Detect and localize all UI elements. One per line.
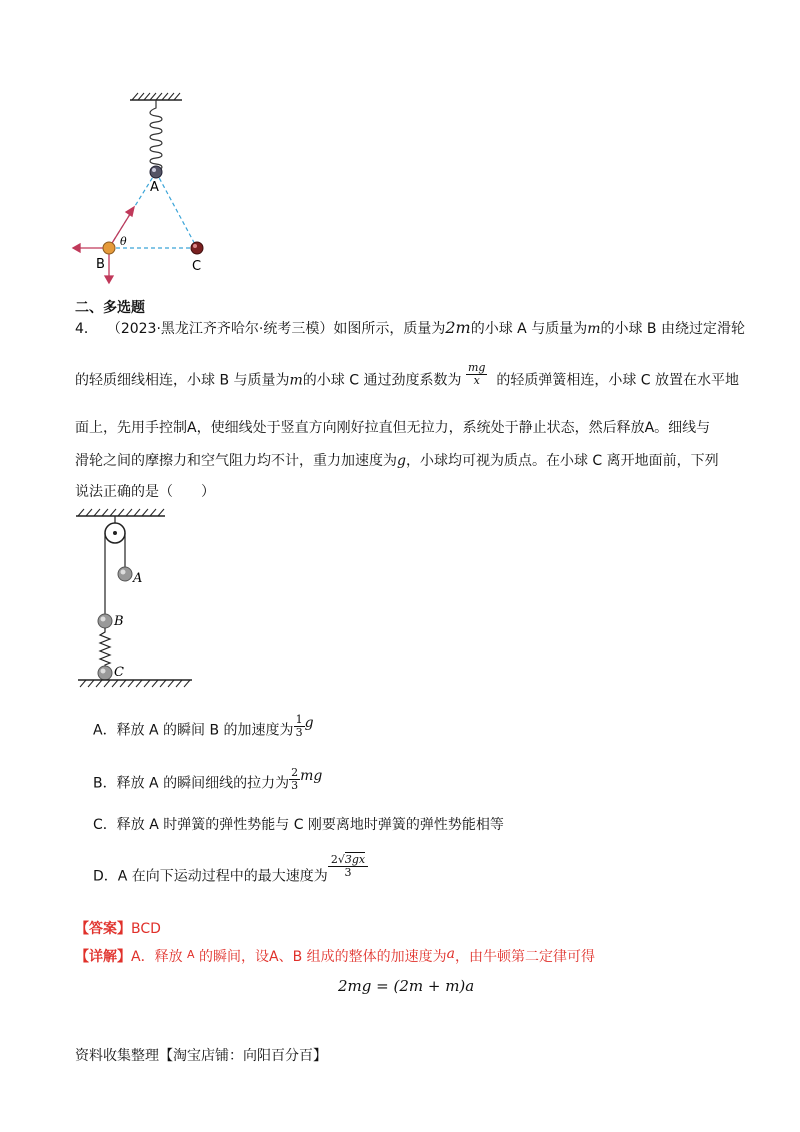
detail-symbol-accel: a xyxy=(446,946,456,962)
answer-value: BCD xyxy=(131,921,161,937)
question-source: （2023·黑龙江齐齐哈尔·统考三模） xyxy=(106,321,334,337)
figure1-label-b: B xyxy=(96,257,105,272)
figure1-label-theta: θ xyxy=(120,235,127,248)
detail-label: 【详解】 xyxy=(75,949,131,965)
figure-spring-triangle xyxy=(60,90,230,290)
option-b-fraction: $\frac{2}{3}$ xyxy=(291,766,299,792)
option-c: C．释放 A 时弹簧的弹性势能与 C 刚要离地时弹簧的弹性势能相等 xyxy=(93,817,504,833)
question-text: 的轻质细线相连，小球 B 与质量为 xyxy=(75,372,290,389)
option-a-text: A．释放 A 的瞬间 B 的加速度为 xyxy=(93,722,294,739)
figure1-label-c: C xyxy=(192,259,202,274)
mass-2m: 2m xyxy=(445,318,471,337)
question-text: 如图所示，质量为 xyxy=(333,321,446,337)
answer xyxy=(75,919,161,939)
question-text: 的小球 B 由绕过定滑轮 xyxy=(600,321,745,337)
answer-label: 【答案】 xyxy=(75,921,131,937)
question-text: 的小球 A 与质量为 xyxy=(470,321,588,337)
gravity-symbol: g xyxy=(397,453,406,469)
option-a-fraction: $\frac{1}{3}$ xyxy=(295,713,303,739)
section-title: 二、多选题 xyxy=(75,300,145,316)
option-b-symbol: mg xyxy=(300,767,323,784)
figure1-label-a: A xyxy=(150,180,159,195)
option-b xyxy=(93,766,323,796)
figure2-label-c: C xyxy=(114,665,124,680)
question-text: ，小球均可视为质点。在小球 C 离开地面前，下列 xyxy=(405,453,719,469)
detail-text: A．释放 xyxy=(131,949,183,965)
option-b-text: B．释放 A 的瞬间细线的拉力为 xyxy=(93,775,290,792)
question-text: 滑轮之间的摩擦力和空气阻力均不计，重力加速度为 xyxy=(75,453,397,469)
option-a xyxy=(93,713,314,743)
question-text: 的轻质弹簧相连，小球 C 放置在水平地 xyxy=(496,372,740,389)
question-line-2 xyxy=(75,361,740,393)
figure2-label-a: A xyxy=(133,571,143,586)
question-line-1 xyxy=(75,318,745,339)
question-number: 4． xyxy=(75,321,98,337)
mass-m: m xyxy=(289,372,303,389)
mass-m: m xyxy=(587,321,601,337)
footer-text: 资料收集整理【淘宝店铺：向阳百分百】 xyxy=(75,1048,327,1064)
detail-line xyxy=(75,947,595,968)
figure2-label-b: B xyxy=(114,614,124,629)
detail-text: 的瞬间，设A、B 组成的整体的加速度为 xyxy=(199,949,447,965)
option-a-symbol: g xyxy=(304,714,314,731)
detail-symbol-a: A xyxy=(187,948,195,961)
question-line-3: 面上，先用手控制A，使细线处于竖直方向刚好拉直但无拉力，系统处于静止状态，然后释放A。细线与 xyxy=(75,420,711,436)
option-d-text: D．A 在向下运动过程中的最大速度为 xyxy=(93,868,328,885)
figure-pulley-system xyxy=(70,500,200,695)
detail-text: ，由牛顿第二定律可得 xyxy=(455,949,596,965)
stiffness-fraction: $\frac{mg}{x}$ xyxy=(467,361,486,387)
option-d-fraction: $\frac{2√3gx}{3}$ xyxy=(328,854,368,879)
question-text: 的小球 C 通过劲度系数为 xyxy=(302,372,462,389)
question-line-5: 说法正确的是（ ） xyxy=(75,484,215,500)
option-d xyxy=(93,853,368,889)
question-line-4 xyxy=(75,451,719,471)
detail-equation: 2mg = (2m + m)a xyxy=(338,977,475,995)
